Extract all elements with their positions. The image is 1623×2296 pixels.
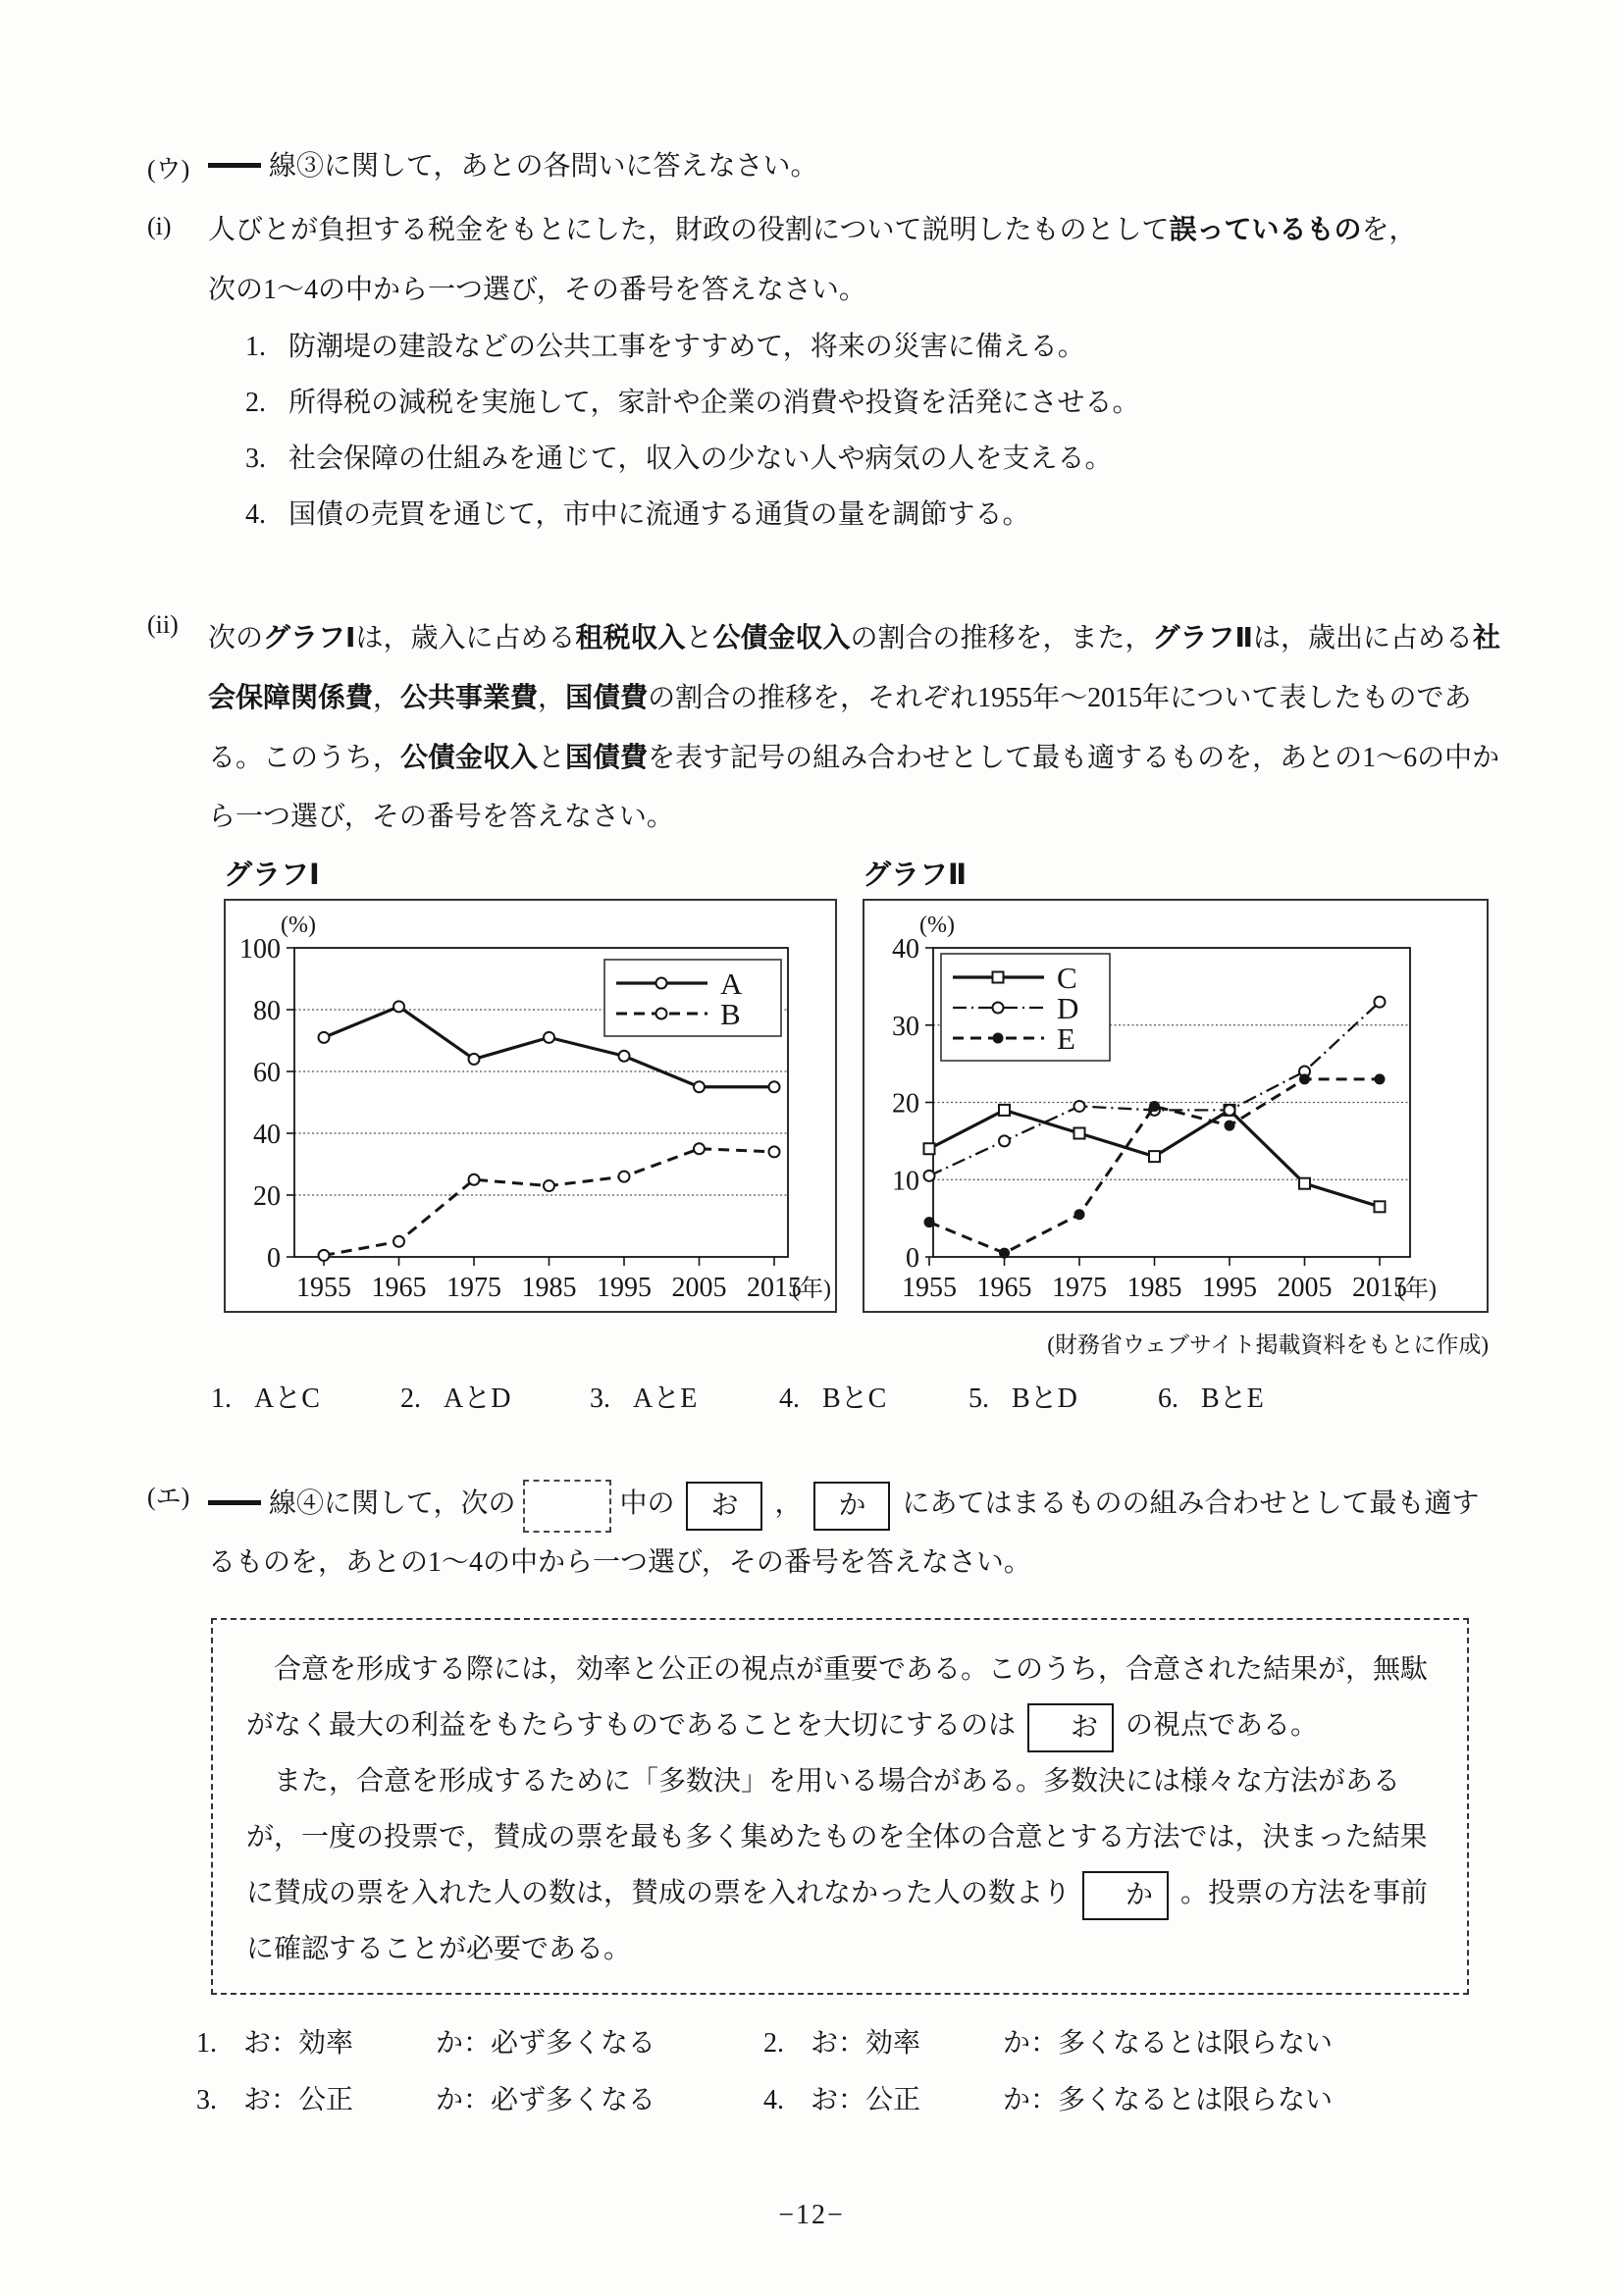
question-e-richtext — [208, 1488, 1480, 1578]
option-number: 2. — [763, 2028, 784, 2059]
x-tick-label: 1965 — [976, 1273, 1032, 1303]
option-item — [1158, 1379, 1347, 1420]
x-tick-label: 1995 — [1202, 1273, 1257, 1303]
marker-circle-open — [619, 1051, 630, 1062]
marker-circle-open — [544, 1180, 554, 1191]
y-tick-label: 60 — [253, 1058, 281, 1088]
chart-svg — [224, 899, 837, 1313]
charts-row — [224, 853, 1500, 1359]
marker-square-open — [999, 1105, 1010, 1116]
option-text: 所得税の減税を実施して，家計や企業の消費や投資を活発にさせる。 — [288, 388, 1140, 418]
text-run: 合意を形成する際には，効率と公正の視点が重要である。このうち，合意された結果が，無駄がなく最大の利益をもたらすものであることを大切にするのは — [246, 1654, 1429, 1741]
marker-square-open — [1149, 1151, 1160, 1162]
question-i-text-line2: 次の1～4の中から一つ選び，その番号を答えなさい。 — [208, 275, 866, 305]
option-number: 3. — [590, 1383, 610, 1414]
option-item — [245, 328, 1500, 384]
y-tick-label: 80 — [253, 996, 281, 1026]
option-text: AとC — [254, 1383, 320, 1414]
answer-blank-box: か — [1082, 1871, 1169, 1920]
question-ii-intro — [147, 608, 1500, 847]
marker-circle-open — [393, 1001, 404, 1012]
option-number: 1. — [245, 332, 266, 362]
option-o-part: お：効率 — [811, 2028, 921, 2059]
text-run: 人びとが負担する税金をもとにした，財政の役割について説明したものとして — [208, 215, 1170, 245]
legend-label: B — [720, 997, 741, 1031]
text-run: 中の — [619, 1488, 675, 1519]
x-axis-unit-label: (年) — [1397, 1277, 1437, 1302]
option-item — [969, 1379, 1158, 1420]
marker-circle-open — [993, 1003, 1004, 1014]
passage-box — [211, 1618, 1469, 1995]
y-tick-label: 0 — [267, 1243, 281, 1274]
question-i-line1 — [147, 210, 1500, 250]
y-tick-label: 0 — [906, 1243, 919, 1274]
section-u-text: 線③に関して，あとの各問いに答えなさい。 — [269, 151, 818, 182]
section-u-body — [208, 147, 1500, 186]
option-number: 4. — [245, 499, 266, 530]
option-item — [763, 2024, 1500, 2063]
marker-circle-filled — [1375, 1073, 1386, 1084]
bold-emphasis-text: グラフⅡ — [1152, 622, 1253, 652]
answer-blank-box: か — [813, 1482, 890, 1531]
legend-box — [604, 960, 781, 1036]
marker-circle-open — [393, 1236, 404, 1247]
marker-circle-open — [319, 1250, 330, 1261]
marker-circle-open — [469, 1174, 480, 1185]
marker-circle-open — [469, 1054, 480, 1065]
question-i — [147, 210, 1500, 551]
option-o-part: お：効率 — [243, 2028, 354, 2059]
y-tick-label: 40 — [892, 934, 919, 965]
marker-circle-open — [769, 1081, 780, 1092]
option-ka-part: か：必ず多くなる — [436, 2028, 656, 2059]
option-text: 社会保障の仕組みを通じて，収入の少ない人や病気の人を支える。 — [288, 444, 1113, 474]
question-e — [147, 1475, 1500, 2120]
marker-circle-open — [694, 1143, 705, 1154]
x-tick-label: 2005 — [1277, 1273, 1333, 1303]
question-e-label: (エ) — [147, 1483, 190, 1511]
option-text: 国債の売買を通じて，市中に流通する通貨の量を調節する。 — [288, 499, 1030, 530]
marker-square-open — [1375, 1201, 1386, 1212]
option-o-part: お：公正 — [811, 2085, 921, 2115]
option-number: 4. — [779, 1383, 800, 1414]
question-i-options — [245, 328, 1500, 551]
option-item — [245, 496, 1500, 551]
y-tick-label: 20 — [892, 1088, 919, 1120]
chart-graph1-title: グラフⅠ — [224, 860, 320, 891]
option-item — [590, 1379, 779, 1420]
option-text: AとE — [633, 1383, 698, 1414]
chart-source-note: (財務省ウェブサイト掲載資料をもとに作成) — [1047, 1332, 1489, 1357]
marker-circle-open — [1375, 997, 1386, 1008]
text-run: の割合の推移を，それぞれ1955年～2015年について表したものである。このうち， — [208, 683, 1472, 773]
marker-circle-open — [769, 1146, 780, 1157]
x-tick-label: 1955 — [902, 1273, 957, 1303]
x-tick-label: 2005 — [671, 1273, 727, 1303]
marker-circle-filled — [1299, 1073, 1310, 1084]
marker-circle-open — [924, 1171, 935, 1181]
marker-circle-open — [619, 1172, 630, 1182]
y-tick-label: 100 — [239, 934, 281, 965]
question-i-text — [208, 210, 1500, 250]
option-item — [763, 2081, 1500, 2120]
marker-circle-open — [999, 1135, 1010, 1146]
marker-circle-open — [656, 978, 667, 989]
option-text: BとD — [1012, 1383, 1077, 1414]
text-run: を表す記号の組み合わせとして最も適するものを，あとの1～6の中から一つ選び，その番号を答えなさい。 — [208, 743, 1500, 832]
x-tick-label: 1955 — [296, 1273, 351, 1303]
passage-paragraph-2 — [246, 1753, 1434, 1977]
y-tick-label: 30 — [892, 1011, 919, 1042]
answer-blank-box: お — [1027, 1703, 1114, 1752]
underline-dash-icon — [208, 1500, 261, 1505]
question-ii-label: (ii) — [147, 610, 179, 639]
x-tick-label: 1965 — [371, 1273, 427, 1303]
y-tick-label: 40 — [253, 1120, 281, 1150]
question-i-label: (i) — [147, 212, 172, 240]
marker-circle-filled — [993, 1033, 1004, 1044]
dashed-reference-box — [523, 1480, 611, 1533]
marker-square-open — [993, 972, 1004, 983]
marker-circle-open — [1225, 1105, 1235, 1116]
text-run: ， — [538, 683, 566, 713]
option-ka-part: か：必ず多くなる — [436, 2085, 656, 2115]
option-item — [211, 1379, 400, 1420]
option-number: 1. — [196, 2028, 217, 2059]
legend-label: C — [1057, 961, 1077, 995]
question-e-intro — [147, 1475, 1500, 1592]
y-axis-unit-label: (%) — [919, 913, 955, 938]
section-u-label: (ウ) — [147, 155, 190, 183]
y-tick-label: 10 — [892, 1166, 919, 1197]
marker-circle-filled — [999, 1248, 1010, 1259]
text-run: を， — [1361, 215, 1417, 245]
option-item — [196, 2024, 763, 2063]
option-number: 1. — [211, 1383, 232, 1414]
text-run: 線④に関して，次の — [269, 1488, 516, 1519]
text-run: と — [538, 743, 566, 773]
bold-emphasis-text: 公債金収入 — [712, 622, 851, 652]
bold-emphasis-text: グラフⅠ — [263, 622, 356, 652]
marker-circle-open — [656, 1009, 667, 1019]
answer-blank-box: お — [686, 1482, 762, 1531]
chart-graph1 — [224, 899, 837, 1321]
x-axis-unit-label: (年) — [792, 1277, 831, 1302]
text-run: の視点である。 — [1126, 1710, 1319, 1741]
text-run: 。投票の方法を事前に確認することが必要である。 — [246, 1878, 1429, 1964]
text-run: ， — [774, 1488, 803, 1519]
text-run: ， — [373, 683, 401, 713]
question-ii-text — [208, 608, 1500, 847]
question-e-options — [196, 2024, 1500, 2120]
question-ii — [147, 608, 1500, 1420]
bold-emphasis-text: 社会保障関係費 — [208, 622, 1500, 712]
chart-graph1-wrap — [224, 853, 837, 1359]
bold-emphasis-text: 国債費 — [565, 682, 649, 712]
passage-paragraph-1 — [246, 1642, 1434, 1753]
bold-emphasis-text: 国債費 — [565, 742, 649, 772]
bold-emphasis-text: 公債金収入 — [400, 742, 539, 772]
bold-emphasis-text: 租税収入 — [575, 622, 686, 652]
question-ii-options — [211, 1379, 1500, 1420]
text-run: と — [685, 623, 713, 653]
option-ka-part: か：多くなるとは限らない — [1003, 2085, 1334, 2115]
bold-emphasis-text: 公共事業費 — [400, 682, 539, 712]
option-item — [196, 2081, 763, 2120]
page-number: −12− — [778, 2200, 845, 2230]
marker-square-open — [1074, 1128, 1085, 1139]
marker-square-open — [1299, 1178, 1310, 1189]
option-number: 2. — [400, 1383, 421, 1414]
marker-circle-open — [1074, 1101, 1085, 1112]
option-number: 5. — [969, 1383, 989, 1414]
text-run: 次の — [208, 623, 264, 653]
legend-label: E — [1057, 1021, 1075, 1056]
x-tick-label: 1975 — [1052, 1273, 1107, 1303]
marker-circle-open — [319, 1032, 330, 1043]
option-item — [245, 440, 1500, 496]
marker-circle-open — [544, 1032, 554, 1043]
x-tick-label: 1995 — [597, 1273, 652, 1303]
text-run: は，歳入に占める — [355, 623, 576, 653]
chart-graph2-wrap — [863, 853, 1489, 1359]
option-o-part: お：公正 — [243, 2085, 354, 2115]
option-number: 3. — [245, 444, 266, 474]
option-number: 4. — [763, 2085, 784, 2115]
section-u-heading — [147, 147, 1500, 186]
marker-circle-filled — [924, 1217, 935, 1227]
option-item — [400, 1379, 590, 1420]
x-tick-label: 1975 — [446, 1273, 501, 1303]
marker-circle-filled — [1225, 1121, 1235, 1131]
marker-circle-filled — [1074, 1209, 1085, 1220]
option-text: AとD — [444, 1383, 511, 1414]
chart-graph2-title: グラフⅡ — [863, 860, 968, 891]
option-text: 防潮堤の建設などの公共工事をすすめて，将来の災害に備える。 — [288, 332, 1085, 362]
marker-square-open — [924, 1143, 935, 1154]
option-number: 3. — [196, 2085, 217, 2115]
text-run: にあてはまるものの組み合わせとして最も適するものを，あとの1～4の中から一つ選び，その番号を答えなさい。 — [208, 1488, 1480, 1578]
text-run: の割合の推移を，また， — [850, 623, 1153, 653]
option-text: BとC — [822, 1383, 887, 1414]
legend-label: D — [1057, 991, 1079, 1025]
option-ka-part: か：多くなるとは限らない — [1003, 2028, 1334, 2059]
option-number: 6. — [1158, 1383, 1178, 1414]
legend-label: A — [720, 966, 743, 1001]
x-tick-label: 1985 — [521, 1273, 577, 1303]
text-run: は，歳出に占める — [1252, 623, 1473, 653]
option-item — [779, 1379, 969, 1420]
chart-svg — [863, 899, 1489, 1313]
x-tick-label: 1985 — [1126, 1273, 1182, 1303]
y-tick-label: 20 — [253, 1181, 281, 1212]
x-tick-label: 2015 — [1352, 1273, 1407, 1303]
chart-graph2 — [863, 899, 1489, 1321]
bold-emphasis-text: 誤っているもの — [1169, 214, 1362, 244]
option-text: BとE — [1201, 1383, 1264, 1414]
option-item — [245, 384, 1500, 440]
question-e-text — [208, 1475, 1500, 1592]
y-axis-unit-label: (%) — [281, 913, 316, 938]
underline-dash-icon — [208, 163, 261, 168]
marker-circle-open — [694, 1081, 705, 1092]
option-number: 2. — [245, 388, 266, 418]
text-run: また，合意を形成するために「多数決」を用いる場合がある。多数決には様々な方法があるが，一度の投票で，賛成の票を最も多く集めたものを全体の合意とする方法では，決まった結果に賛成の票を入れた人の数は，賛成の票を入れなかった人の数より — [246, 1766, 1428, 1908]
marker-circle-filled — [1149, 1101, 1160, 1112]
x-tick-label: 2015 — [747, 1273, 802, 1303]
